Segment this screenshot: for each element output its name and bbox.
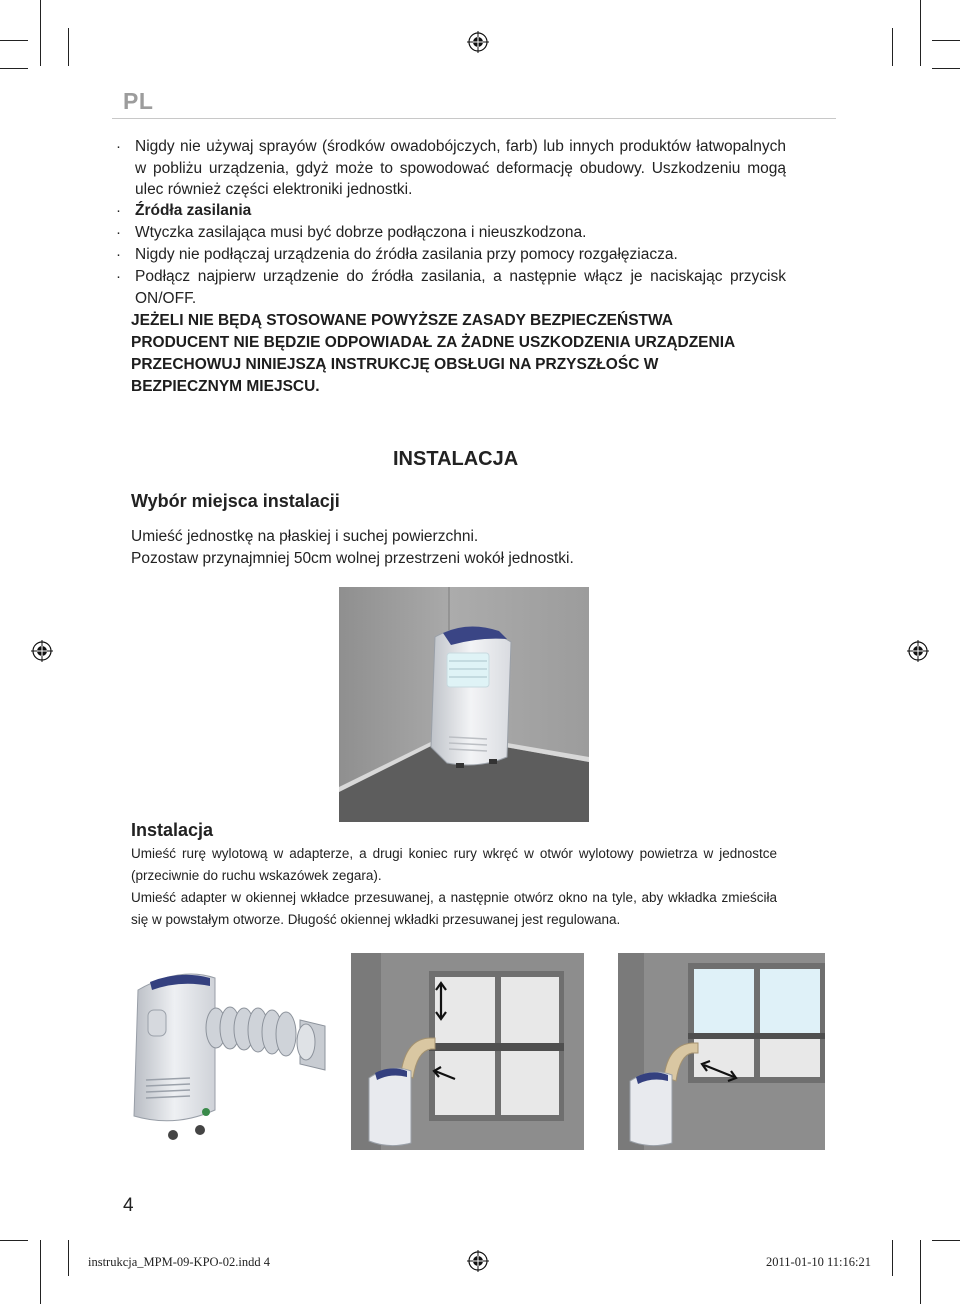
install-paragraph-2: Umieść adapter w okiennej wkładce przesuwanej, a następnie otwórz okno na tyle, aby wkładka zmieściła się w powstałym otworze. Długość okiennej wkładki przesuwanej jest regulowana. [131, 890, 777, 927]
bullet-icon: · [116, 224, 121, 241]
registration-mark-icon [467, 1250, 489, 1272]
crop-mark [920, 1240, 921, 1304]
crop-mark [40, 1240, 41, 1304]
unit-placement-illustration [339, 587, 589, 822]
bullet-text: Podłącz najpierw urządzenie do źródła zasilania, a następnie włącz je naciskając przycisk ON/OFF. [135, 268, 786, 307]
section-title: INSTALACJA [393, 448, 519, 470]
sliding-window-icon [618, 953, 825, 1150]
bullet-icon: · [116, 246, 121, 263]
registration-mark-icon [907, 640, 929, 662]
crop-mark [892, 28, 893, 66]
location-text [131, 526, 574, 569]
crop-mark [0, 1240, 28, 1241]
crop-mark [40, 0, 41, 66]
power-source-heading: Źródła zasilania [135, 202, 252, 219]
window-install-illustration-1 [351, 953, 584, 1150]
air-conditioner-illustration [339, 587, 589, 822]
bullet-icon: · [116, 138, 121, 155]
install-heading: Instalacja [131, 820, 214, 840]
page-number: 4 [123, 1195, 134, 1216]
crop-mark [892, 1240, 893, 1276]
crop-mark [0, 40, 28, 41]
crop-mark [68, 28, 69, 66]
list-item [116, 266, 786, 309]
crop-mark [932, 1240, 960, 1241]
crop-mark [0, 68, 28, 69]
crop-mark [932, 40, 960, 41]
warning-line: JEŻELI NIE BĘDĄ STOSOWANE POWYŻSZE ZASADY BEZPIECZEŃSTWA [131, 312, 673, 329]
header-rule [112, 118, 836, 119]
footer-file: instrukcja_MPM-09-KPO-02.indd 4 [88, 1255, 270, 1269]
crop-mark [68, 1240, 69, 1276]
install-paragraph-1: Umieść rurę wylotową w adapterze, a drugi koniec rury wkręć w otwór wylotowy powietrza w jednostce (przeciwnie do ruchu wskazówek zegara). [131, 846, 777, 883]
bullet-text: Wtyczka zasilająca musi być dobrze podłączona i nieuszkodzona. [135, 224, 587, 241]
crop-mark [932, 68, 960, 69]
hose-adapter-illustration [120, 960, 335, 1145]
bullet-text: Nigdy nie podłączaj urządzenia do źródła zasilania przy pomocy rozgałęziacza. [135, 246, 678, 263]
list-item [116, 244, 786, 266]
crop-mark [920, 0, 921, 66]
window-install-illustration-2 [618, 953, 825, 1150]
exhaust-hose-icon [120, 960, 335, 1145]
language-code: PL [123, 88, 154, 114]
window-adapter-icon [351, 953, 584, 1150]
warning-line: PRZECHOWUJ NINIEJSZĄ INSTRUKCJĘ OBSŁUGI NA PRZYSZŁOŚC W [131, 356, 659, 373]
warning-line: PRODUCENT NIE BĘDZIE ODPOWIADAŁ ZA ŻADNE USZKODZENIA URZĄDZENIA [131, 334, 736, 351]
bullet-icon: · [116, 202, 121, 219]
safety-warning [131, 310, 831, 398]
list-item [116, 200, 786, 222]
registration-mark-icon [31, 640, 53, 662]
bullet-text: Nigdy nie używaj sprayów (środków owadobójczych, farb) lub innych produktów łatwopalnych w pobliżu urządzenia, gdyż może to spowodować deformację obudowy. Uszkodzeniu mogą ulec również części elektroniki jednostki. [135, 138, 786, 198]
location-line: Pozostaw przynajmniej 50cm wolnej przestrzeni wokół jednostki. [131, 549, 574, 567]
footer-date: 2011-01-10 11:16:21 [766, 1255, 871, 1269]
location-heading: Wybór miejsca instalacji [131, 491, 340, 511]
registration-mark-icon [467, 31, 489, 53]
list-item [116, 136, 786, 201]
warning-line: BEZPIECZNYM MIEJSCU. [131, 378, 320, 395]
location-line: Umieść jednostkę na płaskiej i suchej powierzchni. [131, 528, 479, 545]
bullet-icon: · [116, 268, 121, 285]
list-item [116, 222, 786, 244]
